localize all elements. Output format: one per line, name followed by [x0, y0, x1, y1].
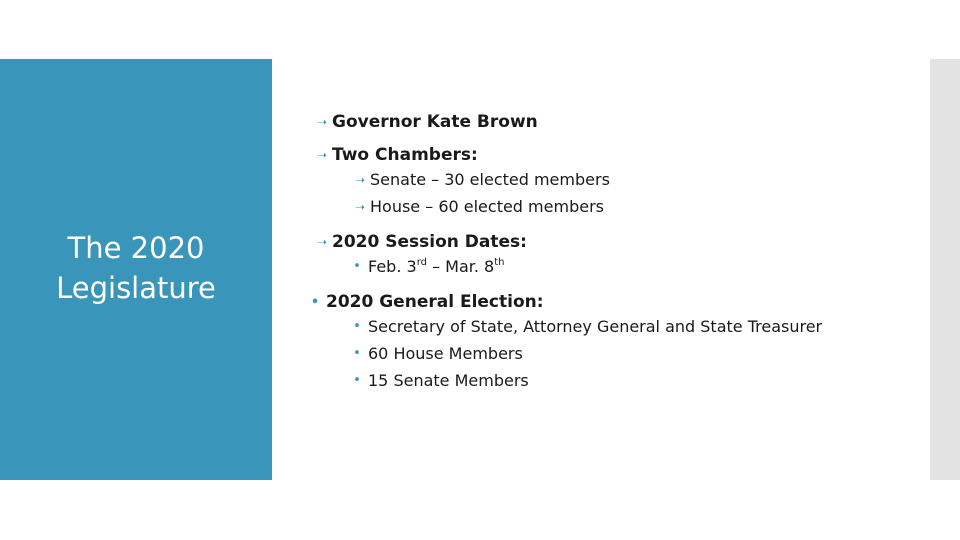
bullet-session-dates — [352, 257, 505, 276]
senate-text: Senate – 30 elected members — [370, 170, 610, 189]
dot-bullet-icon: • — [353, 259, 361, 274]
bullet-election — [310, 292, 544, 312]
slide-title-line: Legislature — [56, 271, 216, 305]
session-dates-text — [368, 257, 505, 276]
session-heading: 2020 Session Dates: — [332, 232, 527, 252]
date-end-suffix: th — [494, 256, 505, 268]
bullet-governor — [314, 112, 538, 132]
bullet-senate — [352, 170, 610, 189]
date-start: Feb. 3 — [368, 257, 417, 276]
date-start-suffix: rd — [416, 256, 427, 268]
arrow-bullet-icon: ➝ — [316, 115, 328, 129]
arrow-bullet-icon: ➝ — [354, 172, 366, 187]
arrow-bullet-icon: ➝ — [316, 148, 328, 162]
dot-bullet-icon: • — [353, 373, 361, 388]
slide-title — [40, 228, 232, 308]
bullet-house — [352, 197, 604, 216]
dot-bullet-icon: • — [353, 319, 361, 334]
election-heading: 2020 General Election: — [326, 292, 544, 312]
house-text: House – 60 elected members — [370, 197, 604, 216]
slide-title-line: The 2020 — [67, 231, 205, 265]
dot-bullet-icon: • — [353, 346, 361, 361]
dot-bullet-icon: • — [310, 294, 320, 310]
arrow-bullet-icon: ➝ — [316, 235, 328, 249]
bullet-election-senate — [352, 371, 529, 390]
side-stripe — [930, 59, 960, 480]
bullet-election-house — [352, 344, 523, 363]
date-separator: – — [426, 257, 446, 276]
election-house-text: 60 House Members — [368, 344, 523, 363]
bullet-session — [314, 232, 527, 252]
bullet-chambers — [314, 145, 478, 165]
election-senate-text: 15 Senate Members — [368, 371, 529, 390]
date-end: Mar. 8 — [445, 257, 495, 276]
chambers-heading: Two Chambers: — [332, 145, 478, 165]
governor-text: Governor Kate Brown — [332, 112, 538, 132]
election-offices-text: Secretary of State, Attorney General and State Treasurer — [368, 317, 823, 336]
bullet-election-offices — [352, 317, 822, 336]
arrow-bullet-icon: ➝ — [354, 199, 366, 214]
